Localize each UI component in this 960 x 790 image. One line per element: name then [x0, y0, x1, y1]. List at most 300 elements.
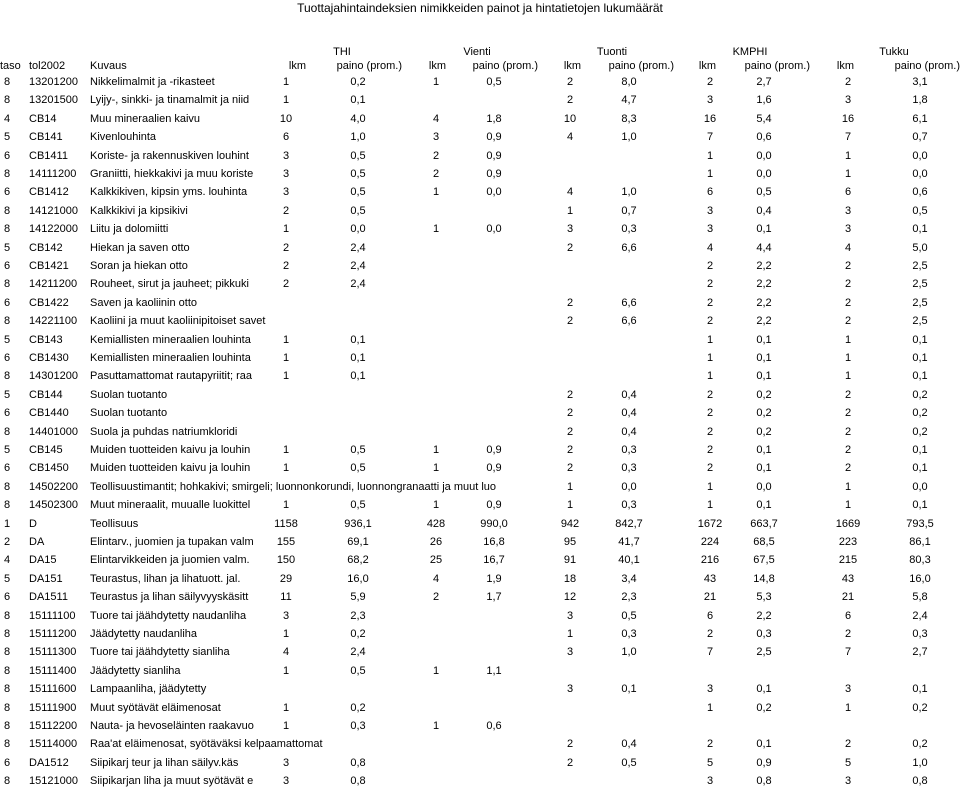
cell-taso: 6 — [4, 462, 11, 475]
cell-tol2002: CB1450 — [29, 462, 69, 475]
cell-vienti-lkm: 26 — [429, 536, 443, 548]
table-row — [0, 496, 960, 514]
cell-kmphi-paino: 0,1 — [756, 370, 772, 383]
cell-kmphi-paino: 67,5 — [753, 554, 775, 567]
cell-kuvaus: Muiden tuotteiden kaivu ja louhin — [90, 462, 251, 475]
cell-thi-lkm: 1 — [282, 628, 290, 640]
cell-tuonti-lkm: 3 — [566, 683, 574, 696]
table-row — [0, 754, 960, 772]
cell-tuonti-lkm: 1 — [566, 204, 574, 217]
cell-thi-lkm: 1 — [282, 352, 290, 364]
cell-vienti-paino: 0,9 — [486, 131, 502, 144]
cell-taso: 8 — [4, 204, 11, 217]
cell-kmphi-lkm: 2 — [706, 315, 714, 328]
cell-thi-lkm: 150 — [276, 554, 296, 567]
cell-kuvaus: Muiden tuotteiden kaivu ja louhin — [90, 444, 251, 456]
cell-tukku-lkm: 3 — [844, 204, 852, 217]
cell-kmphi-lkm: 216 — [700, 554, 720, 567]
cell-vienti-lkm: 1 — [432, 499, 440, 512]
cell-tol2002: CB144 — [29, 388, 63, 401]
cell-kmphi-paino: 0,1 — [756, 352, 772, 364]
cell-tuonti-paino: 2,3 — [621, 591, 637, 604]
header-kmphi-paino: paino (prom.) — [744, 60, 810, 72]
cell-tukku-paino: 3,1 — [912, 76, 928, 88]
group-vienti: Vienti — [463, 46, 491, 58]
cell-kuvaus: Elintarvikkeiden ja juomien valm. — [90, 554, 250, 567]
cell-tuonti-paino: 8,3 — [621, 112, 637, 125]
cell-tol2002: 15112200 — [29, 720, 78, 732]
cell-kmphi-paino: 0,2 — [756, 425, 772, 438]
cell-vienti-paino: 0,9 — [486, 499, 502, 512]
cell-taso: 8 — [4, 664, 11, 677]
cell-kmphi-paino: 0,2 — [756, 388, 772, 401]
cell-kmphi-paino: 0,5 — [756, 186, 772, 199]
cell-thi-paino: 0,1 — [350, 352, 366, 364]
cell-tol2002: D — [29, 517, 37, 530]
table-row — [0, 459, 960, 477]
cell-kuvaus: Nauta- ja hevoseläinten raakavuo — [90, 720, 254, 732]
cell-kmphi-paino: 0,1 — [756, 499, 772, 512]
table-row — [0, 423, 960, 441]
header-thi-lkm: lkm — [288, 60, 306, 72]
cell-kmphi-lkm: 6 — [706, 609, 714, 622]
cell-taso: 8 — [4, 720, 11, 732]
cell-kuvaus: Kalkkikiven, kipsin yms. louhinta — [90, 186, 248, 199]
cell-tukku-paino: 793,5 — [906, 517, 934, 530]
cell-taso: 1 — [4, 517, 11, 530]
cell-thi-lkm: 3 — [282, 186, 290, 199]
cell-kuvaus: Kalkkikivi ja kipsikivi — [90, 204, 188, 217]
cell-tukku-lkm: 16 — [841, 112, 855, 125]
cell-thi-paino: 2,4 — [350, 278, 366, 291]
cell-tukku-lkm: 2 — [844, 278, 852, 291]
cell-thi-lkm: 1 — [282, 720, 290, 732]
cell-tukku-lkm: 21 — [841, 591, 855, 604]
cell-thi-paino: 0,5 — [350, 664, 366, 677]
page-title: Tuottajahintaindeksien nimikkeiden painot ja hintatietojen lukumäärät — [297, 1, 663, 15]
cell-tol2002: 15111400 — [29, 664, 77, 677]
cell-tukku-paino: 0,1 — [912, 683, 928, 696]
cell-kmphi-paino: 2,2 — [756, 315, 772, 328]
cell-thi-paino: 0,5 — [350, 499, 366, 512]
cell-tol2002: DA15 — [29, 554, 57, 567]
table-row — [0, 625, 960, 643]
cell-taso: 4 — [4, 554, 11, 567]
cell-thi-paino: 0,2 — [350, 701, 366, 714]
cell-tukku-paino: 0,0 — [912, 480, 928, 493]
cell-tol2002: CB1421 — [29, 260, 69, 272]
cell-taso: 8 — [4, 775, 11, 788]
cell-tuonti-paino: 0,0 — [621, 480, 637, 493]
cell-tukku-lkm: 2 — [844, 76, 852, 88]
cell-tuonti-paino: 842,7 — [615, 517, 643, 530]
cell-kmphi-paino: 0,8 — [756, 775, 772, 788]
cell-kuvaus: Elintarv., juomien ja tupakan valm — [90, 536, 254, 548]
cell-kmphi-paino: 0,2 — [756, 407, 772, 420]
table-row — [0, 220, 960, 238]
cell-tuonti-lkm: 2 — [566, 756, 574, 769]
cell-taso: 8 — [4, 480, 11, 493]
cell-vienti-lkm: 1 — [432, 462, 440, 475]
cell-tuonti-paino: 0,3 — [621, 462, 637, 475]
cell-thi-paino: 0,1 — [350, 370, 366, 383]
cell-tukku-paino: 1,0 — [912, 756, 928, 769]
table-row — [0, 570, 960, 588]
cell-taso: 5 — [4, 572, 11, 585]
cell-taso: 5 — [4, 388, 11, 401]
cell-kmphi-lkm: 2 — [706, 278, 714, 291]
cell-tuonti-lkm: 2 — [566, 444, 574, 456]
cell-tukku-lkm: 3 — [844, 683, 852, 696]
cell-kmphi-paino: 663,7 — [750, 517, 778, 530]
cell-thi-paino: 2,4 — [350, 646, 366, 659]
cell-tol2002: CB141 — [29, 131, 63, 144]
table-row — [0, 607, 960, 625]
cell-kmphi-lkm: 1 — [706, 499, 714, 512]
cell-taso: 6 — [4, 260, 11, 272]
cell-tol2002: DA1512 — [29, 756, 69, 769]
cell-kmphi-paino: 5,3 — [756, 591, 772, 604]
cell-taso: 5 — [4, 444, 11, 456]
cell-tukku-lkm: 2 — [844, 407, 852, 420]
cell-tukku-lkm: 1 — [844, 333, 852, 346]
cell-vienti-paino: 0,0 — [486, 223, 502, 236]
cell-kmphi-lkm: 21 — [703, 591, 717, 604]
cell-thi-paino: 0,3 — [350, 720, 366, 732]
cell-vienti-paino: 0,9 — [486, 462, 502, 475]
cell-tukku-paino: 16,0 — [909, 572, 931, 585]
cell-vienti-lkm: 2 — [432, 591, 440, 604]
cell-tukku-paino: 2,7 — [912, 646, 928, 659]
cell-tuonti-lkm: 1 — [566, 628, 574, 640]
cell-tol2002: 15111200 — [29, 628, 77, 640]
cell-taso: 8 — [4, 701, 11, 714]
cell-tuonti-lkm: 2 — [566, 407, 574, 420]
cell-thi-paino: 0,1 — [350, 333, 366, 346]
cell-taso: 2 — [4, 536, 11, 548]
cell-kmphi-lkm: 1 — [706, 701, 714, 714]
cell-taso: 6 — [4, 149, 11, 162]
cell-kmphi-lkm: 3 — [706, 94, 714, 107]
cell-kmphi-paino: 0,3 — [756, 628, 772, 640]
cell-thi-paino: 5,9 — [350, 591, 366, 604]
cell-vienti-lkm: 4 — [432, 572, 440, 585]
cell-kuvaus: Teollisuustimantit; hohkakivi; smirgeli; luonnonkorundi, luonnongranaatti ja muut luo — [90, 480, 497, 493]
cell-vienti-lkm: 4 — [432, 112, 440, 125]
cell-kmphi-lkm: 1 — [706, 333, 714, 346]
cell-thi-lkm: 2 — [282, 278, 290, 291]
cell-kmphi-lkm: 4 — [706, 241, 714, 254]
cell-vienti-paino: 990,0 — [480, 517, 508, 530]
cell-tol2002: CB1422 — [29, 296, 69, 309]
table-row — [0, 717, 960, 735]
cell-tuonti-lkm: 1 — [566, 480, 574, 493]
cell-thi-lkm: 1 — [282, 333, 290, 346]
cell-kmphi-paino: 2,2 — [756, 609, 772, 622]
cell-tukku-lkm: 223 — [838, 536, 858, 548]
cell-thi-paino: 0,2 — [350, 628, 366, 640]
cell-thi-paino: 0,8 — [350, 756, 366, 769]
cell-taso: 8 — [4, 738, 11, 751]
cell-tuonti-lkm: 95 — [563, 536, 577, 548]
cell-tuonti-paino: 0,4 — [621, 738, 637, 751]
cell-kmphi-lkm: 2 — [706, 407, 714, 420]
cell-tukku-paino: 0,3 — [912, 628, 928, 640]
cell-thi-paino: 4,0 — [350, 112, 366, 125]
cell-tukku-lkm: 6 — [844, 186, 852, 199]
cell-kmphi-paino: 0,1 — [756, 333, 772, 346]
cell-kuvaus: Suola ja puhdas natriumkloridi — [90, 425, 238, 438]
cell-tukku-paino: 0,2 — [912, 701, 928, 714]
cell-tukku-paino: 1,8 — [912, 94, 928, 107]
cell-thi-lkm: 1 — [282, 370, 290, 383]
cell-tukku-paino: 0,8 — [912, 775, 928, 788]
cell-kuvaus: Saven ja kaoliinin otto — [90, 296, 198, 309]
group-thi: THI — [333, 46, 351, 58]
header-tol2002: tol2002 — [29, 60, 66, 72]
table-row — [0, 643, 960, 661]
cell-kmphi-paino: 2,2 — [756, 278, 772, 291]
cell-taso: 8 — [4, 370, 11, 383]
table-row — [0, 386, 960, 404]
cell-tol2002: 14111200 — [29, 168, 77, 180]
cell-vienti-lkm: 1 — [432, 664, 440, 677]
cell-vienti-lkm: 3 — [432, 131, 440, 144]
cell-tuonti-paino: 0,3 — [621, 444, 637, 456]
cell-thi-paino: 0,5 — [350, 462, 366, 475]
cell-thi-paino: 16,0 — [347, 572, 369, 585]
cell-tol2002: 14502200 — [29, 480, 78, 493]
cell-taso: 5 — [4, 241, 11, 254]
cell-tukku-paino: 0,1 — [912, 370, 928, 383]
cell-tuonti-paino: 8,0 — [621, 76, 637, 88]
group-tukku: Tukku — [879, 46, 909, 58]
cell-tukku-lkm: 2 — [844, 260, 852, 272]
cell-kmphi-paino: 2,2 — [756, 296, 772, 309]
cell-tuonti-lkm: 4 — [566, 186, 574, 199]
cell-tukku-paino: 0,1 — [912, 333, 928, 346]
cell-thi-paino: 0,5 — [350, 186, 366, 199]
cell-taso: 8 — [4, 499, 11, 512]
cell-kmphi-lkm: 3 — [706, 775, 714, 788]
cell-kmphi-paino: 0,1 — [756, 738, 772, 751]
cell-thi-lkm: 1 — [282, 76, 290, 88]
cell-tukku-lkm: 1 — [844, 480, 852, 493]
cell-tukku-lkm: 2 — [844, 444, 852, 456]
cell-thi-paino: 936,1 — [344, 517, 372, 530]
cell-tuonti-lkm: 3 — [566, 609, 574, 622]
cell-vienti-paino: 1,1 — [486, 664, 502, 677]
cell-kmphi-lkm: 1 — [706, 168, 714, 180]
cell-tuonti-lkm: 2 — [566, 738, 574, 751]
cell-tuonti-paino: 0,4 — [621, 425, 637, 438]
cell-kuvaus: Teollisuus — [90, 517, 139, 530]
header-vienti-paino: paino (prom.) — [472, 60, 538, 72]
cell-kmphi-lkm: 3 — [706, 683, 714, 696]
cell-kmphi-paino: 68,5 — [753, 536, 775, 548]
cell-tuonti-lkm: 2 — [566, 94, 574, 107]
cell-thi-lkm: 4 — [282, 646, 290, 659]
cell-kuvaus: Kaoliini ja muut kaoliinipitoiset savet — [90, 315, 266, 328]
cell-tol2002: CB1411 — [29, 149, 68, 162]
cell-thi-lkm: 1 — [282, 444, 290, 456]
cell-tuonti-paino: 0,5 — [621, 609, 637, 622]
cell-kmphi-lkm: 2 — [706, 738, 714, 751]
table-row — [0, 662, 960, 680]
cell-kuvaus: Teurastus, lihan ja lihatuott. jal. — [90, 572, 241, 585]
cell-tukku-lkm: 215 — [838, 554, 858, 567]
table-row — [0, 91, 960, 109]
table-row — [0, 110, 960, 128]
cell-taso: 8 — [4, 683, 11, 696]
table-row — [0, 515, 960, 533]
cell-taso: 8 — [4, 628, 11, 640]
cell-tuonti-lkm: 91 — [563, 554, 577, 567]
table-row — [0, 533, 960, 551]
cell-tol2002: CB1412 — [29, 186, 69, 199]
cell-tukku-paino: 0,1 — [912, 223, 928, 236]
cell-kmphi-paino: 0,1 — [756, 444, 772, 456]
cell-kmphi-lkm: 2 — [706, 260, 714, 272]
header-kuvaus: Kuvaus — [90, 60, 127, 72]
cell-kuvaus: Muut syötävät eläimenosat — [90, 701, 221, 714]
cell-tukku-lkm: 1 — [844, 168, 852, 180]
cell-taso: 6 — [4, 186, 11, 199]
cell-thi-lkm: 11 — [280, 591, 292, 604]
cell-kmphi-paino: 0,1 — [756, 462, 772, 475]
cell-vienti-paino: 16,8 — [483, 536, 505, 548]
table-row — [0, 551, 960, 569]
cell-tol2002: 15121000 — [29, 775, 78, 788]
group-tuonti: Tuonti — [596, 46, 628, 58]
cell-thi-lkm: 3 — [282, 775, 290, 788]
cell-tukku-paino: 2,5 — [912, 260, 928, 272]
cell-kmphi-lkm: 3 — [706, 223, 714, 236]
cell-kmphi-lkm: 2 — [706, 628, 714, 640]
cell-tol2002: CB142 — [29, 241, 63, 254]
cell-tukku-lkm: 7 — [844, 131, 852, 144]
cell-kmphi-lkm: 2 — [706, 462, 714, 475]
cell-kmphi-lkm: 16 — [703, 112, 717, 125]
cell-tukku-lkm: 3 — [844, 94, 852, 107]
cell-thi-lkm: 1 — [282, 701, 290, 714]
cell-thi-lkm: 2 — [282, 260, 290, 272]
cell-taso: 5 — [4, 131, 11, 144]
cell-thi-paino: 0,5 — [350, 204, 366, 217]
cell-kmphi-lkm: 7 — [706, 646, 714, 659]
cell-tuonti-lkm: 2 — [566, 296, 574, 309]
cell-kmphi-lkm: 6 — [706, 186, 714, 199]
cell-kmphi-lkm: 2 — [706, 388, 714, 401]
cell-tol2002: 14401000 — [29, 425, 78, 438]
cell-kmphi-paino: 0,0 — [756, 480, 772, 493]
cell-kmphi-paino: 0,6 — [756, 131, 772, 144]
cell-taso: 5 — [4, 333, 11, 346]
table-row — [0, 404, 960, 422]
cell-thi-paino: 0,1 — [350, 94, 366, 107]
table-row — [0, 772, 960, 790]
cell-taso: 8 — [4, 76, 11, 88]
cell-thi-lkm: 1 — [282, 462, 290, 475]
cell-tuonti-paino: 0,4 — [621, 388, 637, 401]
cell-thi-paino: 2,4 — [350, 241, 366, 254]
table-row — [0, 294, 960, 312]
cell-vienti-paino: 0,9 — [486, 149, 502, 162]
cell-tukku-lkm: 1 — [844, 370, 852, 383]
cell-tukku-paino: 2,5 — [912, 315, 928, 328]
cell-kuvaus: Kemiallisten mineraalien louhinta — [90, 352, 251, 364]
cell-thi-paino: 0,8 — [350, 775, 366, 788]
cell-thi-lkm: 1158 — [274, 517, 298, 530]
cell-taso: 4 — [4, 112, 11, 125]
cell-tukku-paino: 0,2 — [912, 388, 928, 401]
cell-tuonti-lkm: 942 — [560, 517, 580, 530]
cell-thi-lkm: 2 — [282, 241, 290, 254]
header-thi-paino: paino (prom.) — [336, 60, 402, 72]
cell-taso: 8 — [4, 646, 11, 659]
header-tukku-lkm: lkm — [836, 60, 854, 72]
cell-thi-lkm: 3 — [282, 168, 290, 180]
cell-tukku-lkm: 43 — [841, 572, 855, 585]
table-row — [0, 367, 960, 385]
table-row — [0, 239, 960, 257]
cell-tuonti-lkm: 12 — [563, 591, 577, 604]
cell-vienti-paino: 0,0 — [486, 186, 502, 199]
cell-tuonti-lkm: 4 — [566, 131, 574, 144]
cell-tukku-paino: 0,2 — [912, 407, 928, 420]
cell-tukku-paino: 5,0 — [912, 241, 928, 254]
cell-vienti-lkm: 1 — [432, 186, 440, 199]
cell-kuvaus: Suolan tuotanto — [90, 407, 168, 420]
cell-tukku-paino: 5,8 — [912, 591, 928, 604]
cell-tuonti-lkm: 2 — [566, 425, 574, 438]
header-kmphi-lkm: lkm — [698, 60, 716, 72]
cell-tol2002: DA1511 — [29, 591, 68, 604]
cell-tuonti-paino: 1,0 — [621, 186, 637, 199]
table-row — [0, 128, 960, 146]
cell-tol2002: 14211200 — [29, 278, 78, 291]
cell-tukku-lkm: 1 — [844, 149, 852, 162]
cell-vienti-paino: 1,7 — [486, 591, 502, 604]
cell-tukku-paino: 2,5 — [912, 296, 928, 309]
cell-tukku-lkm: 1 — [844, 701, 852, 714]
cell-tol2002: 15111300 — [29, 646, 77, 659]
cell-tol2002: DA151 — [29, 572, 63, 585]
cell-kmphi-lkm: 224 — [700, 536, 720, 548]
cell-tuonti-paino: 40,1 — [618, 554, 640, 567]
cell-kuvaus: Jäädytetty naudanliha — [90, 628, 198, 640]
cell-tukku-paino: 6,1 — [912, 112, 928, 125]
cell-tol2002: CB143 — [29, 333, 63, 346]
cell-tukku-lkm: 6 — [844, 609, 852, 622]
cell-thi-lkm: 6 — [282, 131, 290, 144]
cell-kuvaus: Kivenlouhinta — [90, 131, 157, 144]
cell-vienti-paino: 0,9 — [486, 168, 502, 180]
cell-tukku-lkm: 1 — [844, 499, 852, 512]
cell-tukku-paino: 0,0 — [912, 168, 928, 180]
table-row — [0, 588, 960, 606]
cell-tol2002: 14122000 — [29, 223, 78, 236]
cell-thi-paino: 1,0 — [350, 131, 366, 144]
cell-vienti-paino: 0,5 — [486, 76, 502, 88]
table-row — [0, 312, 960, 330]
cell-tukku-lkm: 2 — [844, 738, 852, 751]
cell-vienti-paino: 1,9 — [486, 572, 502, 585]
cell-taso: 8 — [4, 609, 11, 622]
cell-tuonti-paino: 3,4 — [621, 572, 637, 585]
cell-tukku-lkm: 2 — [844, 628, 852, 640]
table-row — [0, 349, 960, 367]
